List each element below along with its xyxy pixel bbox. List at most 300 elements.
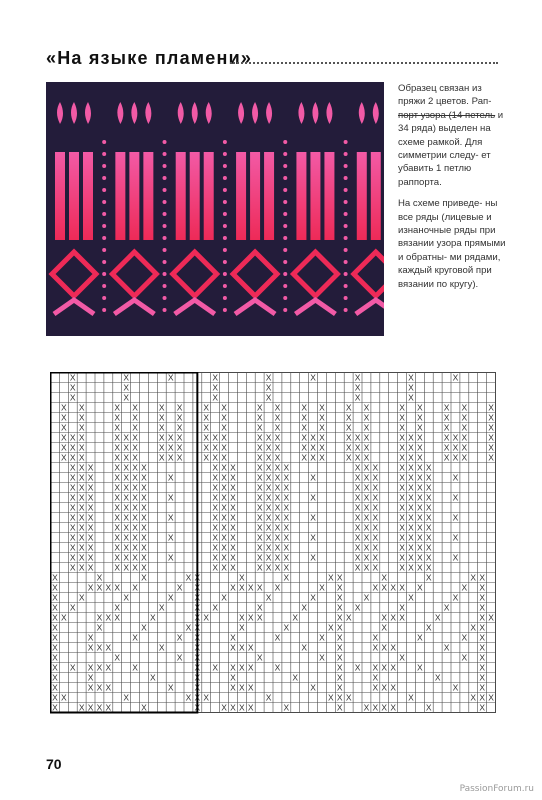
chart-cell-mark: X (256, 612, 263, 623)
chart-cell-mark: X (265, 482, 272, 493)
chart-cell-mark: X (363, 542, 370, 553)
chart-cell-mark: X (274, 662, 281, 673)
chart-cell-mark: X (399, 612, 405, 623)
seam-dot (102, 140, 106, 144)
seam-dot (223, 296, 227, 300)
knitting-chart-grid (50, 372, 498, 720)
chart-cell-mark: X (167, 532, 174, 543)
chart-cell-mark: X (336, 632, 343, 643)
chart-cell-mark: X (203, 612, 210, 623)
chart-cell-mark: X (417, 552, 423, 563)
description-paragraph-2: На схеме приведе- ны все ряды (лицевые и изнаночные ряды при вязании узора прямыми и обратны- ми рядами, каждый круговой при вязании по кругу). (398, 198, 506, 290)
chart-cell-mark: X (479, 682, 485, 693)
chart-cell-mark: X (452, 592, 459, 603)
chart-cell-mark: X (470, 572, 477, 583)
chart-cell-mark: X (230, 552, 236, 563)
chart-cell-mark: X (461, 402, 468, 413)
seam-dot (102, 284, 106, 288)
chart-cell-mark: X (230, 672, 236, 683)
chart-cell-mark: X (381, 622, 388, 633)
chart-cell-mark: X (69, 662, 76, 673)
chart-cell-mark: X (203, 432, 210, 443)
chart-cell-mark: X (256, 472, 263, 483)
chart-cell-mark: X (212, 392, 218, 403)
chart-cell-mark: X (52, 582, 58, 593)
chart-cell-mark: X (114, 532, 121, 543)
chart-cell-mark: X (488, 402, 494, 413)
chart-cell-mark: X (310, 552, 316, 563)
chart-cell-mark: X (452, 512, 459, 523)
seam-dot (344, 200, 348, 204)
seam-dot (102, 260, 106, 264)
chart-cell-mark: X (132, 412, 138, 423)
chart-cell-mark: X (212, 382, 218, 393)
chart-cell-mark: X (425, 492, 432, 503)
chart-cell-mark: X (123, 382, 129, 393)
chart-cell-mark: X (123, 432, 129, 443)
chart-cell-mark: X (114, 562, 121, 573)
chart-cell-mark: X (345, 422, 352, 433)
chart-cell-mark: X (132, 482, 138, 493)
chart-cell-mark: X (78, 472, 85, 483)
chart-cell-mark: X (328, 692, 334, 703)
chart-cell-mark: X (336, 592, 343, 603)
chart-cell-mark: X (328, 622, 334, 633)
seam-dot (223, 236, 227, 240)
seam-dot (223, 272, 227, 276)
chart-cell-mark: X (274, 452, 281, 463)
chart-cell-mark: X (363, 432, 370, 443)
seam-dot (223, 164, 227, 168)
chart-cell-mark: X (194, 662, 201, 673)
chart-cell-mark: X (301, 412, 307, 423)
chart-cell-mark: X (354, 532, 361, 543)
chart-cell-mark: X (479, 672, 485, 683)
chart-cell-mark: X (283, 562, 290, 573)
chart-cell-mark: X (265, 372, 272, 383)
chart-cell-mark: X (372, 522, 379, 533)
chart-cell-mark: X (69, 382, 76, 393)
chart-cell-mark: X (114, 502, 121, 513)
chart-cell-mark: X (488, 422, 494, 433)
chart-cell-mark: X (479, 632, 485, 643)
chart-cell-mark: X (203, 442, 210, 453)
chart-cell-mark: X (61, 612, 67, 623)
chart-cell-mark: X (78, 592, 85, 603)
chart-cell-mark: X (69, 432, 76, 443)
chart-cell-mark: X (274, 562, 281, 573)
chart-cell-mark: X (372, 672, 379, 683)
chart-cell-mark: X (176, 442, 183, 453)
chart-cell-mark: X (417, 472, 423, 483)
chart-cell-mark: X (132, 532, 138, 543)
chart-cell-mark: X (69, 392, 76, 403)
chart-cell-mark: X (256, 542, 263, 553)
chart-cell-mark: X (69, 532, 76, 543)
chart-cell-mark: X (221, 502, 227, 513)
chart-cell-mark: X (372, 472, 379, 483)
chart-cell-mark: X (256, 552, 263, 563)
chart-cell-mark: X (114, 492, 121, 503)
chart-cell-mark: X (336, 642, 343, 653)
seam-dot (163, 272, 167, 276)
seam-dot (283, 272, 287, 276)
chart-cell-mark: X (247, 642, 254, 653)
seam-dot (283, 236, 287, 240)
chart-cell-mark: X (372, 512, 379, 523)
chart-cell-mark: X (96, 642, 103, 653)
seam-dot (163, 212, 167, 216)
chart-cell-mark: X (363, 462, 370, 473)
seam-dot (283, 224, 287, 228)
chart-cell-mark: X (274, 412, 281, 423)
chart-cell-mark: X (452, 492, 459, 503)
chart-cell-mark: X (221, 412, 227, 423)
chart-cell-mark: X (354, 562, 361, 573)
chart-cell-mark: X (283, 552, 290, 563)
knitting-chart (50, 372, 498, 720)
chart-cell-mark: X (96, 612, 103, 623)
flame-bar (176, 152, 186, 240)
chart-cell-mark: X (399, 462, 405, 473)
chart-cell-mark: X (274, 402, 281, 413)
chart-cell-mark: X (114, 422, 121, 433)
chart-cell-mark: X (363, 482, 370, 493)
chart-cell-mark: X (372, 552, 379, 563)
chart-cell-mark: X (230, 512, 236, 523)
chart-cell-mark: X (158, 402, 165, 413)
chart-cell-mark: X (61, 412, 67, 423)
chart-cell-mark: X (123, 542, 129, 553)
flame-bar (115, 152, 125, 240)
chart-cell-mark: X (52, 702, 58, 713)
chart-cell-mark: X (114, 472, 121, 483)
knit-sample-photo (46, 82, 384, 336)
chart-cell-mark: X (283, 502, 290, 513)
seam-dot (344, 224, 348, 228)
chart-cell-mark: X (78, 402, 85, 413)
chart-cell-mark: X (239, 682, 245, 693)
chart-cell-mark: X (256, 652, 263, 663)
chart-cell-mark: X (87, 522, 94, 533)
chart-cell-mark: X (372, 662, 379, 673)
chart-cell-mark: X (78, 552, 85, 563)
chart-cell-mark: X (336, 672, 343, 683)
chart-cell-mark: X (141, 622, 147, 633)
chart-cell-mark: X (87, 672, 94, 683)
chart-cell-mark: X (212, 472, 218, 483)
chart-cell-mark: X (141, 482, 147, 493)
chart-cell-mark: X (363, 422, 370, 433)
chart-cell-mark: X (212, 442, 218, 453)
chart-cell-mark: X (390, 662, 396, 673)
chart-cell-mark: X (230, 562, 236, 573)
chart-cell-mark: X (69, 552, 76, 563)
chart-cell-mark: X (87, 492, 94, 503)
chart-cell-mark: X (265, 692, 272, 703)
chart-cell-mark: X (221, 462, 227, 473)
chart-cell-mark: X (417, 532, 423, 543)
chart-cell-mark: X (381, 662, 388, 673)
chart-cell-mark: X (408, 692, 414, 703)
chart-cell-mark: X (114, 582, 121, 593)
chart-cell-mark: X (123, 472, 129, 483)
chart-cell-mark: X (52, 622, 58, 633)
seam-dot (283, 308, 287, 312)
seam-dot (223, 260, 227, 264)
chart-cell-mark: X (158, 422, 165, 433)
chart-cell-mark: X (408, 532, 414, 543)
chart-cell-mark: X (221, 512, 227, 523)
chart-cell-mark: X (167, 682, 174, 693)
chart-cell-mark: X (425, 552, 432, 563)
chart-cell-mark: X (123, 552, 129, 563)
chart-cell-mark: X (265, 392, 272, 403)
chart-cell-mark: X (203, 422, 210, 433)
chart-cell-mark: X (301, 432, 307, 443)
description-text-1b: и 34 ряда) выделен на схеме рамкой. Для симметрии следу- ет убавить 1 петлю раппорта. (398, 109, 504, 188)
flame-bar (236, 152, 246, 240)
chart-cell-mark: X (345, 612, 352, 623)
chart-cell-mark: X (212, 552, 218, 563)
chart-cell-mark: X (381, 702, 388, 713)
chart-cell-mark: X (283, 542, 290, 553)
seam-dot (344, 308, 348, 312)
chart-cell-mark: X (52, 612, 58, 623)
chart-cell-mark: X (256, 432, 263, 443)
seam-dot (102, 200, 106, 204)
flame-bar (129, 152, 139, 240)
chart-cell-mark: X (78, 702, 85, 713)
chart-cell-mark: X (336, 652, 343, 663)
chart-cell-mark: X (345, 402, 352, 413)
chart-cell-mark: X (425, 622, 432, 633)
chart-cell-mark: X (87, 532, 94, 543)
chart-cell-mark: X (443, 422, 450, 433)
chart-cell-mark: X (105, 582, 112, 593)
seam-dot (344, 272, 348, 276)
chart-cell-mark: X (87, 542, 94, 553)
chart-cell-mark: X (354, 492, 361, 503)
chart-cell-mark: X (479, 612, 485, 623)
chart-cell-mark: X (132, 512, 138, 523)
chart-cell-mark: X (354, 662, 361, 673)
chart-cell-mark: X (123, 532, 129, 543)
title-rule (230, 62, 498, 64)
chart-cell-mark: X (408, 442, 414, 453)
chart-cell-mark: X (167, 492, 174, 503)
seam-dot (223, 224, 227, 228)
chart-cell-mark: X (399, 452, 405, 463)
chart-cell-mark: X (399, 652, 405, 663)
chart-cell-mark: X (265, 382, 272, 393)
chart-cell-mark: X (354, 552, 361, 563)
chart-cell-mark: X (141, 462, 147, 473)
chart-cell-mark: X (345, 442, 352, 453)
chart-cell-mark: X (194, 612, 201, 623)
chart-cell-mark: X (194, 682, 201, 693)
chart-cell-mark: X (69, 372, 76, 383)
chart-cell-mark: X (425, 502, 432, 513)
chart-cell-mark: X (123, 502, 129, 513)
seam-dot (223, 200, 227, 204)
chart-cell-mark: X (230, 702, 236, 713)
chart-cell-mark: X (363, 492, 370, 503)
chart-cell-mark: X (452, 432, 459, 443)
chart-cell-mark: X (78, 532, 85, 543)
chart-cell-mark: X (96, 682, 103, 693)
chart-cell-mark: X (399, 552, 405, 563)
chart-cell-mark: X (221, 562, 227, 573)
chart-cell-mark: X (265, 512, 272, 523)
chart-cell-mark: X (417, 442, 423, 453)
chart-cell-mark: X (408, 552, 414, 563)
chart-cell-mark: X (274, 632, 281, 643)
chart-cell-mark: X (203, 412, 210, 423)
seam-dot (163, 152, 167, 156)
chart-cell-mark: X (443, 432, 450, 443)
seam-dot (163, 308, 167, 312)
chart-cell-mark: X (78, 512, 85, 523)
chart-cell-mark: X (399, 492, 405, 503)
chart-cell-mark: X (132, 472, 138, 483)
chart-cell-mark: X (274, 482, 281, 493)
chart-cell-mark: X (354, 542, 361, 553)
chart-cell-mark: X (123, 482, 129, 493)
chart-cell-mark: X (114, 452, 121, 463)
chart-cell-mark: X (221, 532, 227, 543)
chart-cell-mark: X (479, 582, 485, 593)
chart-cell-mark: X (96, 582, 103, 593)
chart-cell-mark: X (452, 472, 459, 483)
chart-cell-mark: X (354, 522, 361, 533)
chart-cell-mark: X (194, 622, 201, 633)
chart-cell-mark: X (461, 442, 468, 453)
chart-cell-mark: X (221, 522, 227, 533)
seam-dot (223, 152, 227, 156)
chart-cell-mark: X (265, 492, 272, 503)
chart-cell-mark: X (239, 702, 245, 713)
seam-dot (223, 176, 227, 180)
chart-cell-mark: X (61, 432, 67, 443)
chart-cell-mark: X (123, 452, 129, 463)
chart-cell-mark: X (452, 452, 459, 463)
chart-cell-mark: X (363, 412, 370, 423)
chart-cell-mark: X (319, 582, 325, 593)
chart-cell-mark: X (399, 502, 405, 513)
chart-cell-mark: X (87, 502, 94, 513)
chart-cell-mark: X (69, 452, 76, 463)
chart-cell-mark: X (114, 522, 121, 533)
watermark: PassionForum.ru (459, 784, 534, 794)
seam-dot (163, 188, 167, 192)
chart-cell-mark: X (194, 652, 201, 663)
chart-cell-mark: X (158, 602, 165, 613)
chart-cell-mark: X (203, 452, 210, 463)
seam-dot (102, 164, 106, 168)
chart-cell-mark: X (141, 472, 147, 483)
chart-cell-mark: X (408, 372, 414, 383)
chart-cell-mark: X (256, 512, 263, 523)
chart-cell-mark: X (212, 512, 218, 523)
chart-cell-mark: X (479, 642, 485, 653)
chart-cell-mark: X (141, 562, 147, 573)
chart-cell-mark: X (158, 452, 165, 463)
chart-cell-mark: X (221, 402, 227, 413)
seam-dot (102, 224, 106, 228)
seam-dot (283, 200, 287, 204)
chart-cell-mark: X (194, 702, 201, 713)
chart-cell-mark: X (354, 382, 361, 393)
chart-cell-mark: X (434, 672, 441, 683)
chart-cell-mark: X (96, 572, 103, 583)
chart-cell-mark: X (176, 402, 183, 413)
chart-cell-mark: X (479, 602, 485, 613)
chart-cell-mark: X (105, 612, 112, 623)
chart-cell-mark: X (443, 402, 450, 413)
chart-cell-mark: X (274, 462, 281, 473)
chart-cell-mark: X (61, 452, 67, 463)
chart-cell-mark: X (310, 532, 316, 543)
chart-cell-mark: X (185, 572, 192, 583)
chart-cell-mark: X (256, 562, 263, 573)
chart-cell-mark: X (194, 572, 201, 583)
seam-dot (344, 236, 348, 240)
chart-cell-mark: X (274, 522, 281, 533)
chart-cell-mark: X (274, 542, 281, 553)
chart-cell-mark: X (52, 592, 58, 603)
seam-dot (102, 308, 106, 312)
chart-cell-mark: X (319, 652, 325, 663)
chart-cell-mark: X (363, 502, 370, 513)
chart-cell-mark: X (256, 582, 263, 593)
chart-cell-mark: X (399, 602, 405, 613)
chart-cell-mark: X (194, 592, 201, 603)
seam-dot (163, 224, 167, 228)
chart-cell-mark: X (123, 372, 129, 383)
seam-dot (223, 308, 227, 312)
chart-cell-mark: X (310, 472, 316, 483)
chart-cell-mark: X (230, 662, 236, 673)
chart-cell-mark: X (265, 442, 272, 453)
chart-cell-mark: X (408, 392, 414, 403)
chart-cell-mark: X (194, 672, 201, 683)
chart-cell-mark: X (114, 652, 121, 663)
chart-cell-mark: X (114, 462, 121, 473)
chart-cell-mark: X (212, 502, 218, 513)
chart-cell-mark: X (390, 642, 396, 653)
chart-cell-mark: X (461, 422, 468, 433)
flame-bar (264, 152, 274, 240)
chart-cell-mark: X (212, 372, 218, 383)
chart-cell-mark: X (417, 402, 423, 413)
chart-cell-mark: X (52, 662, 58, 673)
chart-cell-mark: X (354, 502, 361, 513)
chart-cell-mark: X (354, 602, 361, 613)
chart-cell-mark: X (69, 492, 76, 503)
seam-dot (163, 236, 167, 240)
chart-cell-mark: X (185, 622, 192, 633)
chart-cell-mark: X (319, 402, 325, 413)
chart-cell-mark: X (247, 612, 254, 623)
chart-cell-mark: X (479, 592, 485, 603)
chart-cell-mark: X (87, 582, 94, 593)
chart-cell-mark: X (363, 522, 370, 533)
seam-dot (102, 272, 106, 276)
chart-cell-mark: X (425, 522, 432, 533)
chart-cell-mark: X (212, 602, 218, 613)
chart-cell-mark: X (230, 522, 236, 533)
